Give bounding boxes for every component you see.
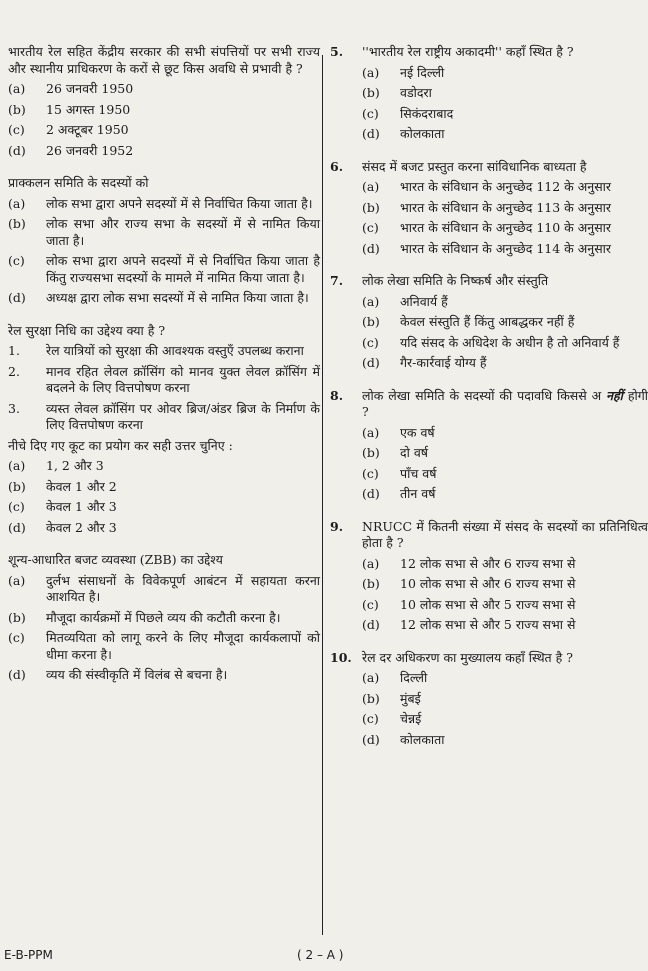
question-number: 7. — [330, 273, 344, 288]
option-c: (c) भारत के संविधान के अनुच्छेद 110 के अनुसार — [362, 220, 612, 235]
option-a: (a) दुर्लभ संसाधनों के विवेकपूर्ण आबंटन में सहायता करना आशयित है। — [8, 572, 320, 604]
booklet-code: E-B-PPM — [4, 948, 53, 962]
question-text: ''भारतीय रेल राष्ट्रीय अकादमी'' कहाँ स्थित है ? — [362, 44, 574, 59]
column-divider — [322, 55, 323, 935]
option-d: (d) केवल 2 और 3 — [8, 519, 117, 535]
option-d: (d) गैर-कार्रवाई योग्य हैं — [362, 355, 487, 370]
option-d: (d) 12 लोक सभा से और 5 राज्य सभा से — [362, 617, 576, 632]
option-c: (c) 2 अक्टूबर 1950 — [8, 122, 129, 137]
question-number: 9. — [330, 518, 344, 534]
option-b: (b) 10 लोक सभा से और 6 राज्य सभा से — [362, 576, 576, 591]
question-10 — [330, 650, 648, 749]
question-text: शून्य-आधारित बजट व्यवस्था (ZBB) का उद्देश्य — [8, 552, 223, 567]
question-8 — [330, 388, 648, 503]
question-text: रेल सुरक्षा निधि का उद्देश्य क्या है ? — [8, 322, 166, 338]
question-text: लोक लेखा समिति के सदस्यों की पदावधि किससे अ नहीं होगी ? — [362, 387, 648, 419]
statement-3: 3. व्यस्त लेवल क्रॉसिंग पर ओवर ब्रिज/अंडर ब्रिज के निर्माण के लिए वित्तपोषण करना — [8, 400, 320, 432]
option-d: (d) भारत के संविधान के अनुच्छेद 114 के अनुसार — [362, 240, 612, 256]
question-number: 5. — [330, 44, 344, 59]
option-a: (a) 12 लोक सभा से और 6 राज्य सभा से — [362, 555, 576, 571]
option-d: (d) कोलकाता — [362, 731, 445, 747]
question-text: संसद में बजट प्रस्तुत करना सांविधानिक बाध्यता है — [362, 158, 587, 174]
option-b: (b) वडोदरा — [362, 85, 432, 100]
option-c: (c) केवल 1 और 3 — [8, 499, 117, 514]
question-number: 8. — [330, 387, 344, 403]
question-6 — [330, 159, 648, 258]
question-9 — [330, 519, 648, 634]
option-c: (c) मितव्ययिता को लागू करने के लिए मौजूदा कार्यकलापों को धीमा करना है। — [8, 630, 320, 662]
emphasis-text: नहीं — [606, 387, 623, 403]
option-c: (c) यदि संसद के अधिदेश के अधीन है तो अनिवार्य हैं — [362, 334, 620, 350]
question-3 — [8, 323, 320, 537]
question-text: रेल दर अधिकरण का मुख्यालय कहाँ स्थित है ? — [362, 649, 573, 665]
question-4 — [8, 552, 320, 684]
question-text: भारतीय रेल सहित केंद्रीय सरकार की सभी संपत्तियों पर सभी राज्य और स्थानीय प्राधिकरण के करों से छूट किस अवधि से प्रभावी है ? — [8, 44, 320, 76]
statement-1: 1. रेल यात्रियों को सुरक्षा की आवश्यक वस्तुएँ उपलब्ध कराना — [8, 343, 304, 358]
option-d: (d) अध्यक्ष द्वारा लोक सभा सदस्यों में से नामित किया जाता है। — [8, 290, 309, 305]
option-c: (c) चेन्नई — [362, 711, 422, 726]
option-a: (a) 1, 2 और 3 — [8, 458, 104, 473]
option-d: (d) कोलकाता — [362, 126, 445, 141]
option-b: (b) दो वर्ष — [362, 445, 429, 460]
option-c: (c) 10 लोक सभा से और 5 राज्य सभा से — [362, 596, 576, 612]
option-c: (c) लोक सभा द्वारा अपने सदस्यों में से निर्वाचित किया जाता है किंतु राज्यसभा सदस्यों के मामले में नामित किया जाता है। — [8, 253, 320, 285]
question-text: प्राक्कलन समिति के सदस्यों को — [8, 175, 149, 190]
option-a: (a) अनिवार्य हैं — [362, 293, 448, 309]
question-text: लोक लेखा समिति के निष्कर्ष और संस्तुति — [362, 273, 549, 288]
page-number: ( 2 – A ) — [297, 948, 344, 962]
question-7 — [330, 273, 648, 372]
right-column — [330, 44, 648, 764]
option-c: (c) सिकंदराबाद — [362, 105, 454, 121]
question-5 — [330, 44, 648, 143]
question-number: 6. — [330, 158, 344, 174]
option-a: (a) दिल्ली — [362, 670, 428, 685]
option-b: (b) केवल 1 और 2 — [8, 478, 117, 494]
question-text: NRUCC में कितनी संख्या में संसद के सदस्यों का प्रतिनिधित्व होता है ? — [362, 518, 648, 550]
option-a: (a) नई दिल्ली — [362, 64, 445, 80]
question-2 — [8, 175, 320, 307]
instruction-text: नीचे दिए गए कूट का प्रयोग कर सही उत्तर चुनिए : — [8, 437, 233, 453]
option-b: (b) भारत के संविधान के अनुच्छेद 113 के अनुसार — [362, 199, 612, 215]
question-number: 10. — [330, 649, 352, 665]
option-a: (a) भारत के संविधान के अनुच्छेद 112 के अनुसार — [362, 179, 612, 194]
statement-2: 2. मानव रहित लेवल क्रॉसिंग को मानव युक्त लेवल क्रॉसिंग में बदलने के लिए वित्तपोषण करना — [8, 363, 320, 395]
option-d: (d) तीन वर्ष — [362, 486, 436, 501]
option-a: (a) 26 जनवरी 1950 — [8, 81, 134, 96]
option-a: (a) लोक सभा द्वारा अपने सदस्यों में से निर्वाचित किया जाता है। — [8, 195, 313, 211]
option-c: (c) पाँच वर्ष — [362, 465, 437, 481]
option-b: (b) केवल संस्तुति हैं किंतु आबद्धकर नहीं हैं — [362, 314, 575, 329]
option-d: (d) 26 जनवरी 1952 — [8, 142, 134, 158]
option-b: (b) मौजूदा कार्यक्रमों में पिछले व्यय की कटौती करना है। — [8, 609, 281, 625]
option-b: (b) मुंबई — [362, 690, 421, 706]
question-1 — [8, 44, 320, 159]
option-d: (d) व्यय की संस्वीकृति में विलंब से बचना है। — [8, 667, 228, 682]
option-b: (b) 15 अगस्त 1950 — [8, 101, 131, 117]
option-b: (b) लोक सभा और राज्य सभा के सदस्यों में से नामित किया जाता है। — [8, 216, 320, 248]
left-column — [8, 44, 320, 700]
option-a: (a) एक वर्ष — [362, 424, 435, 440]
